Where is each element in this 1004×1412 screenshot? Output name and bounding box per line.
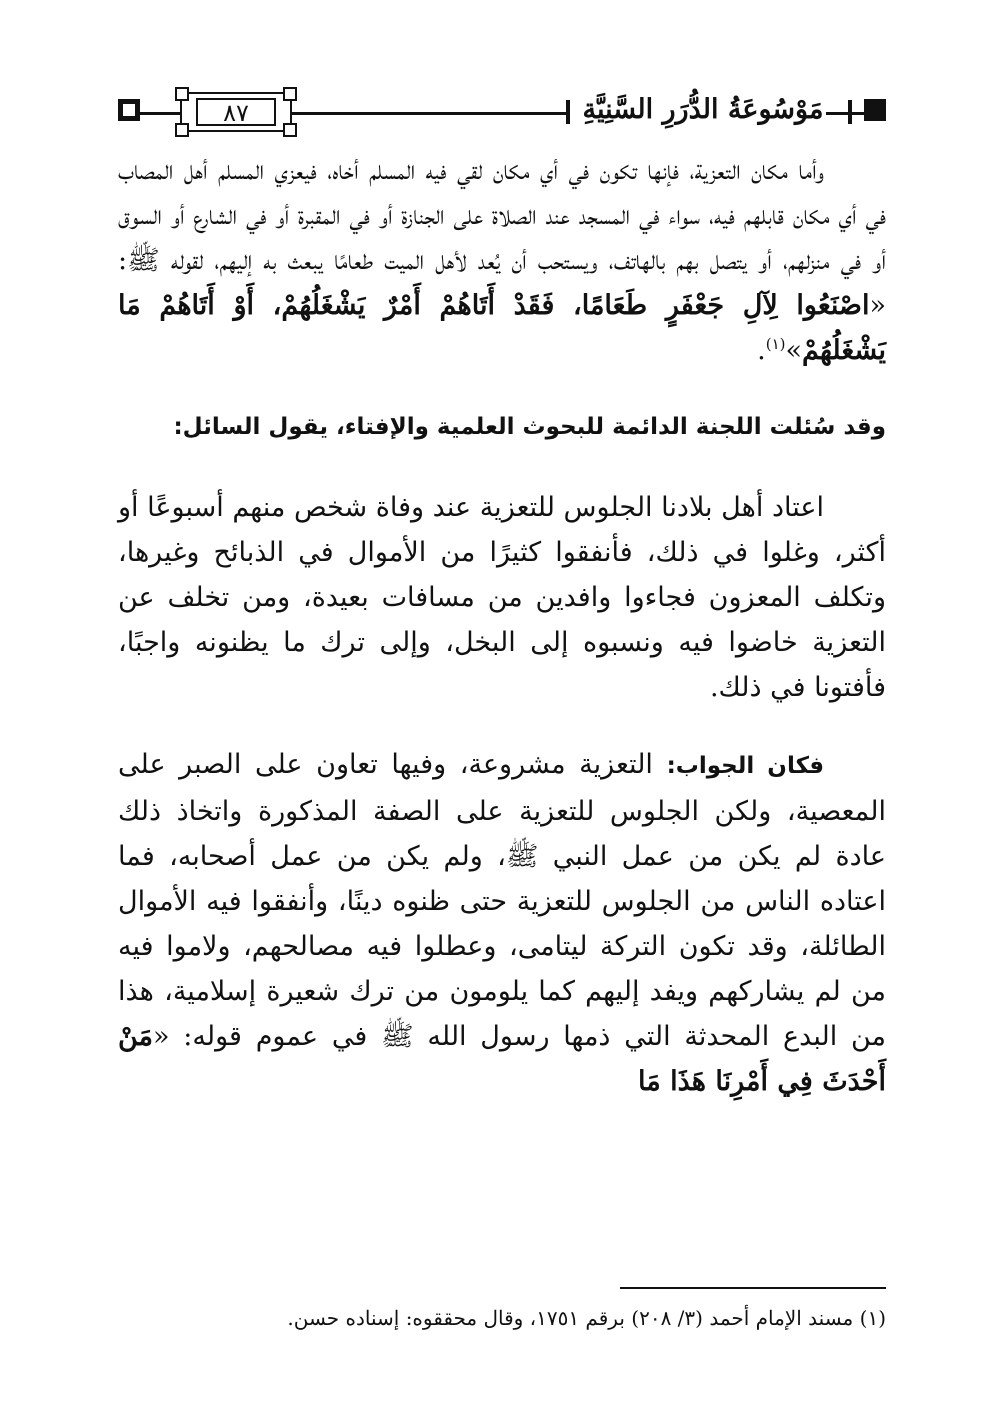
- paragraph-3-answer: [118, 742, 886, 1104]
- header-rule-right: [826, 112, 866, 115]
- paragraph-2-question: اعتاد أهل بلادنا الجلوس للتعزية عند وفاة شخص منهم أسبوعًا أو أكثر، وغلوا في ذلك، فأنفقوا كثيرًا من الأموال في الذبائح وغيرها، وتكلف المعزون فجاءوا وافدين من مسافات بعيدة، ومن تخلف عن التعزية خاضوا فيه ونسبوه إلى البخل، وإلى ترك ما يظنونه واجبًا، فأفتونا في ذلك.: [118, 492, 886, 703]
- paragraph-1-end: .: [757, 335, 766, 366]
- hadith-quote-1: اصْنَعُوا لِآلِ جَعْفَرٍ طَعَامًا، فَقَدْ أَتَاهُمْ أَمْرٌ يَشْغَلُهُمْ، أَوْ أَتَاهُمْ مَا يَشْغَلُهُمْ: [118, 290, 886, 366]
- page-header: [118, 88, 886, 140]
- header-ornament-square-right: [864, 99, 886, 121]
- paragraph-3-text: التعزية مشروعة، وفيها تعاون على الصبر على المعصية، ولكن الجلوس للتعزية على الصفة المذكورة واتخاذ ذلك عادة لم يكن من عمل النبي ﷺ، ولم يكن من عمل أصحابه، فما اعتاده الناس من الجلوس للتعزية حتى ظنوه دينًا، وأنفقوا فيه الأموال الطائلة، وقد تكون التركة ليتامى، وعطلوا فيه مصالحهم، ولاموا فيه من لم يشاركهم ويفد إليهم كما يلومون من ترك شعيرة إسلامية، هذا من البدع المحدثة التي ذمها رسول الله ﷺ في عموم قوله: «: [118, 749, 886, 1052]
- quote-close-1: »: [785, 335, 803, 366]
- answer-label: فكان الجواب:: [666, 753, 825, 779]
- header-rule-middle: [290, 112, 570, 115]
- footnote-separator: [620, 1287, 886, 1289]
- section-heading: وقد سُئلت اللجنة الدائمة للبحوث العلمية والإفتاء، يقول السائل:: [173, 414, 886, 440]
- header-ornament-bar-right: [848, 100, 852, 124]
- paragraph-1: [118, 148, 886, 373]
- footnote-reference-1[interactable]: (١): [765, 335, 786, 353]
- header-ornament-square-left: [118, 99, 140, 121]
- header-ornament-bar-title: [566, 100, 570, 124]
- page-number-frame: [180, 92, 292, 132]
- hadith-quote-2: مَنْ أَحْدَثَ فِي أَمْرِنَا هَذَا مَا: [118, 1021, 886, 1097]
- page-body: [118, 148, 886, 1104]
- series-title: مَوْسُوعَةُ الدُّرَرِ السَّنِيَّةِ: [582, 94, 824, 125]
- footnote-1: (١) مسند الإمام أحمد (٣/ ٢٠٨) برقم ١٧٥١، وقال محققوه: إسناده حسن.: [287, 1306, 886, 1330]
- paragraph-1-text: وأما مكان التعزية، فإنها تكون في أي مكان لقي فيه المسلم أخاه، فيعزي المسلم أهل المصاب في أي مكان قابلهم فيه، سواء في المسجد عند الصلاة على الجنازة أو في المقبرة أو في الشارع أو السوق أو في منزلهم، أو يتصل بهم بالهاتف، ويستحب أن يُعد لأهل الميت طعامًا يبعث به إليهم، لقوله ﷺ: «: [118, 155, 886, 321]
- page-number: ٨٧: [223, 99, 249, 127]
